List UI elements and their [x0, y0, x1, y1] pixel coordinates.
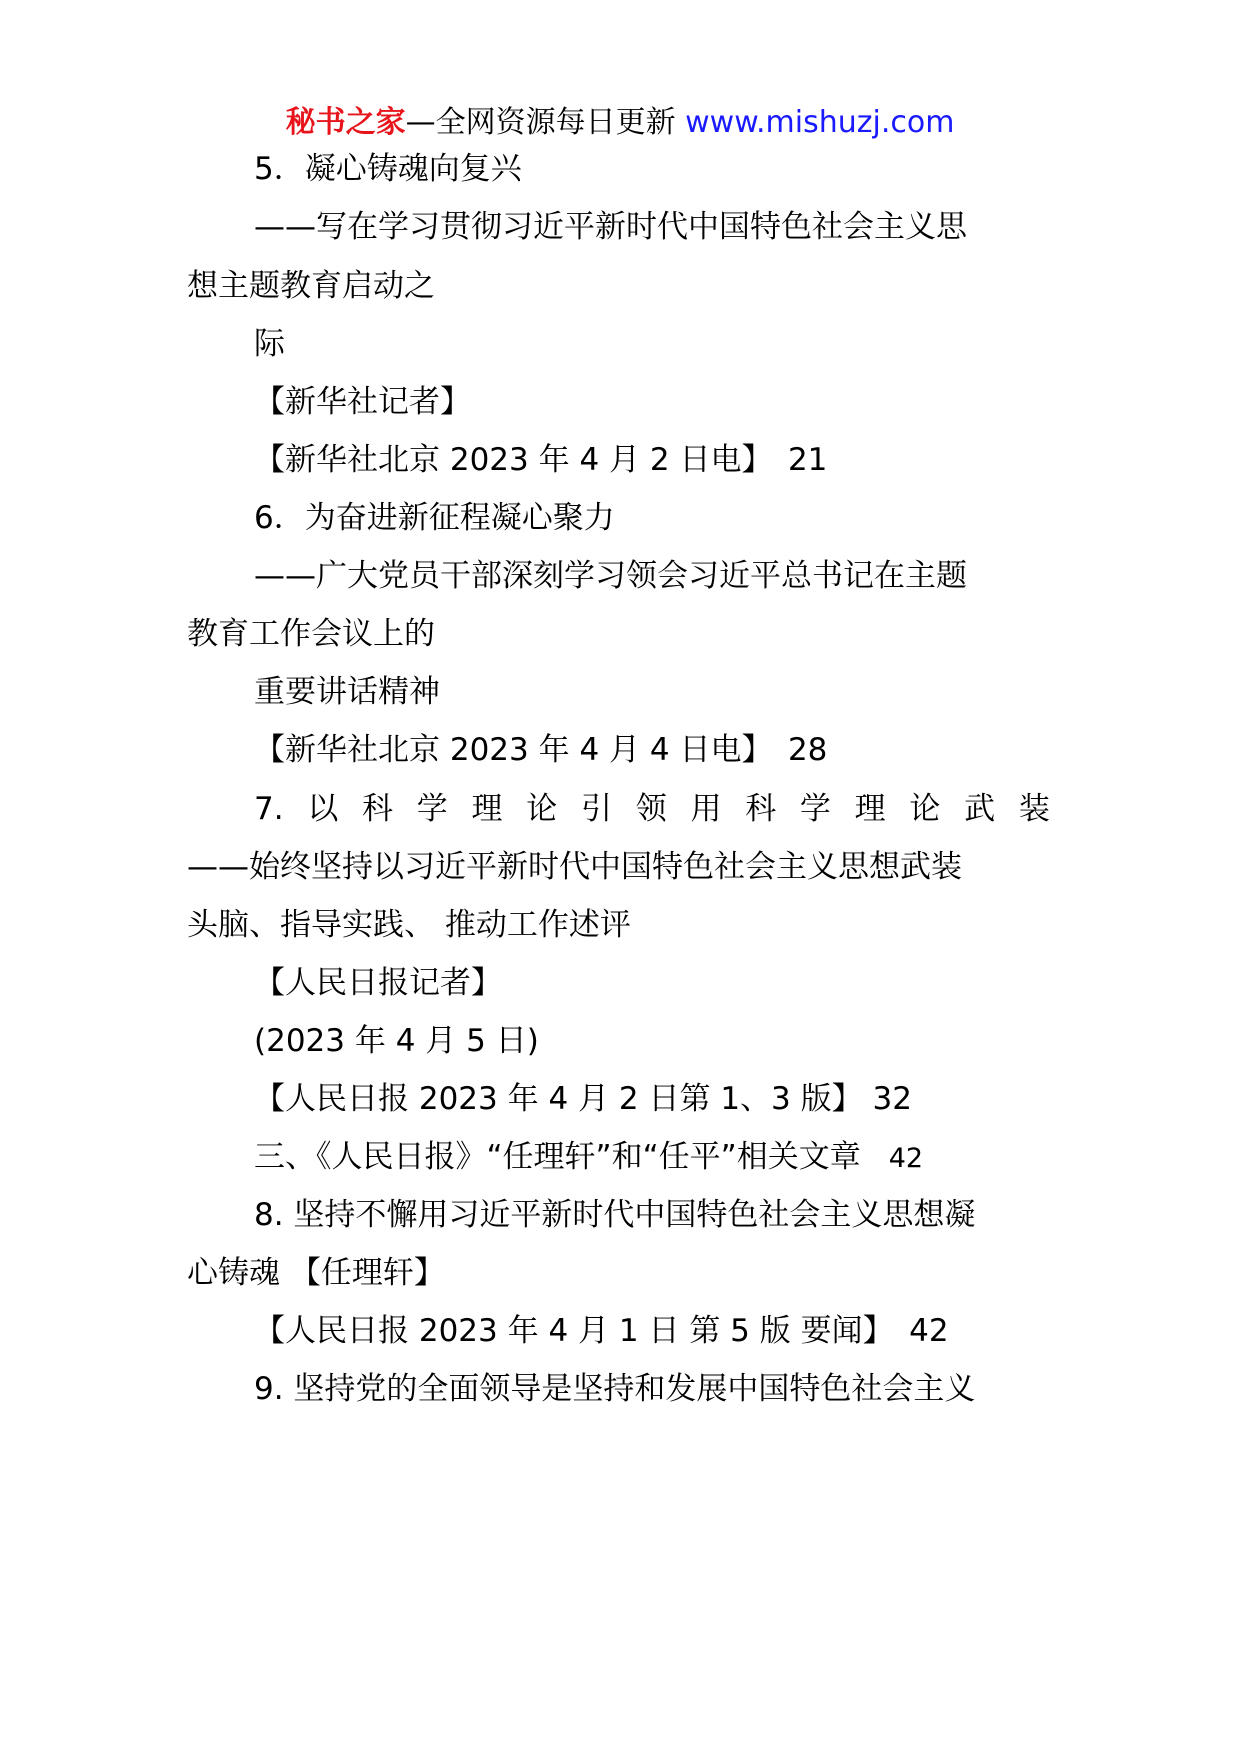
header-slogan: —全网资源每日更新 [405, 105, 686, 140]
brand-name: 秘书之家 [285, 105, 406, 140]
item7-subtitle-line1: ——始终坚持以习近平新时代中国特色社会主义思想武装 [187, 849, 962, 885]
item8-source: 【人民日报 2023 年 4 月 1 日 第 5 版 要闻】 42 [254, 1313, 949, 1349]
item7-title-char: 科 [745, 791, 777, 827]
item7-title-char: 理 [854, 791, 886, 827]
section3-title: 三、《人民日报》“任理轩”和“任平”相关文章 [254, 1139, 861, 1175]
item8-title-line1: 8. 坚持不懈用习近平新时代中国特色社会主义思想凝 [254, 1197, 976, 1233]
site-header [0, 101, 1240, 145]
item7-author: 【人民日报记者】 [254, 965, 502, 1001]
item6-subtitle-line1: ——广大党员干部深刻学习领会习近平总书记在主题 [254, 558, 967, 594]
item5-author: 【新华社记者】 [254, 384, 471, 420]
item7-subtitle-line2: 头脑、指导实践、 推动工作述评 [187, 907, 631, 943]
item5-subtitle-line3: 际 [254, 326, 285, 362]
item7-title-char: 科 [362, 791, 394, 827]
section3-page-number: 42 [888, 1143, 924, 1174]
item7-title-char: 以 [307, 791, 339, 827]
item7-title-char: 领 [635, 791, 667, 827]
item6-subtitle-line3: 重要讲话精神 [254, 674, 440, 710]
item7-title-char: 学 [416, 791, 448, 827]
item7-title [254, 787, 1050, 831]
item7-title-char: 装 [1018, 791, 1050, 827]
section3-heading [254, 1135, 923, 1181]
item7-date: (2023 年 4 月 5 日) [254, 1023, 539, 1059]
item7-source: 【人民日报 2023 年 4 月 2 日第 1、3 版】 32 [254, 1081, 912, 1117]
item7-title-char: 引 [580, 791, 612, 827]
item7-title-char: 学 [799, 791, 831, 827]
item6-source: 【新华社北京 2023 年 4 月 4 日电】 28 [254, 732, 828, 768]
item7-title-char: 理 [471, 791, 503, 827]
item7-title-char: 武 [964, 791, 996, 827]
site-url-link[interactable]: www.mishuzj.com [685, 105, 955, 140]
item5-title: 5．凝心铸魂向复兴 [254, 151, 522, 187]
item6-subtitle-line2: 教育工作会议上的 [187, 616, 435, 652]
item5-source: 【新华社北京 2023 年 4 月 2 日电】 21 [254, 442, 828, 478]
item5-subtitle-line2: 想主题教育启动之 [187, 268, 435, 304]
item8-title-line2: 心铸魂 【任理轩】 [187, 1255, 445, 1291]
item7-title-char: 论 [909, 791, 941, 827]
item6-title: 6．为奋进新征程凝心聚力 [254, 500, 615, 536]
item7-title-char: 用 [690, 791, 722, 827]
item7-title-char: 论 [526, 791, 558, 827]
item9-title-line1: 9. 坚持党的全面领导是坚持和发展中国特色社会主义 [254, 1371, 976, 1407]
item7-title-char: 7. [254, 791, 284, 827]
item5-subtitle-line1: ——写在学习贯彻习近平新时代中国特色社会主义思 [254, 209, 967, 245]
